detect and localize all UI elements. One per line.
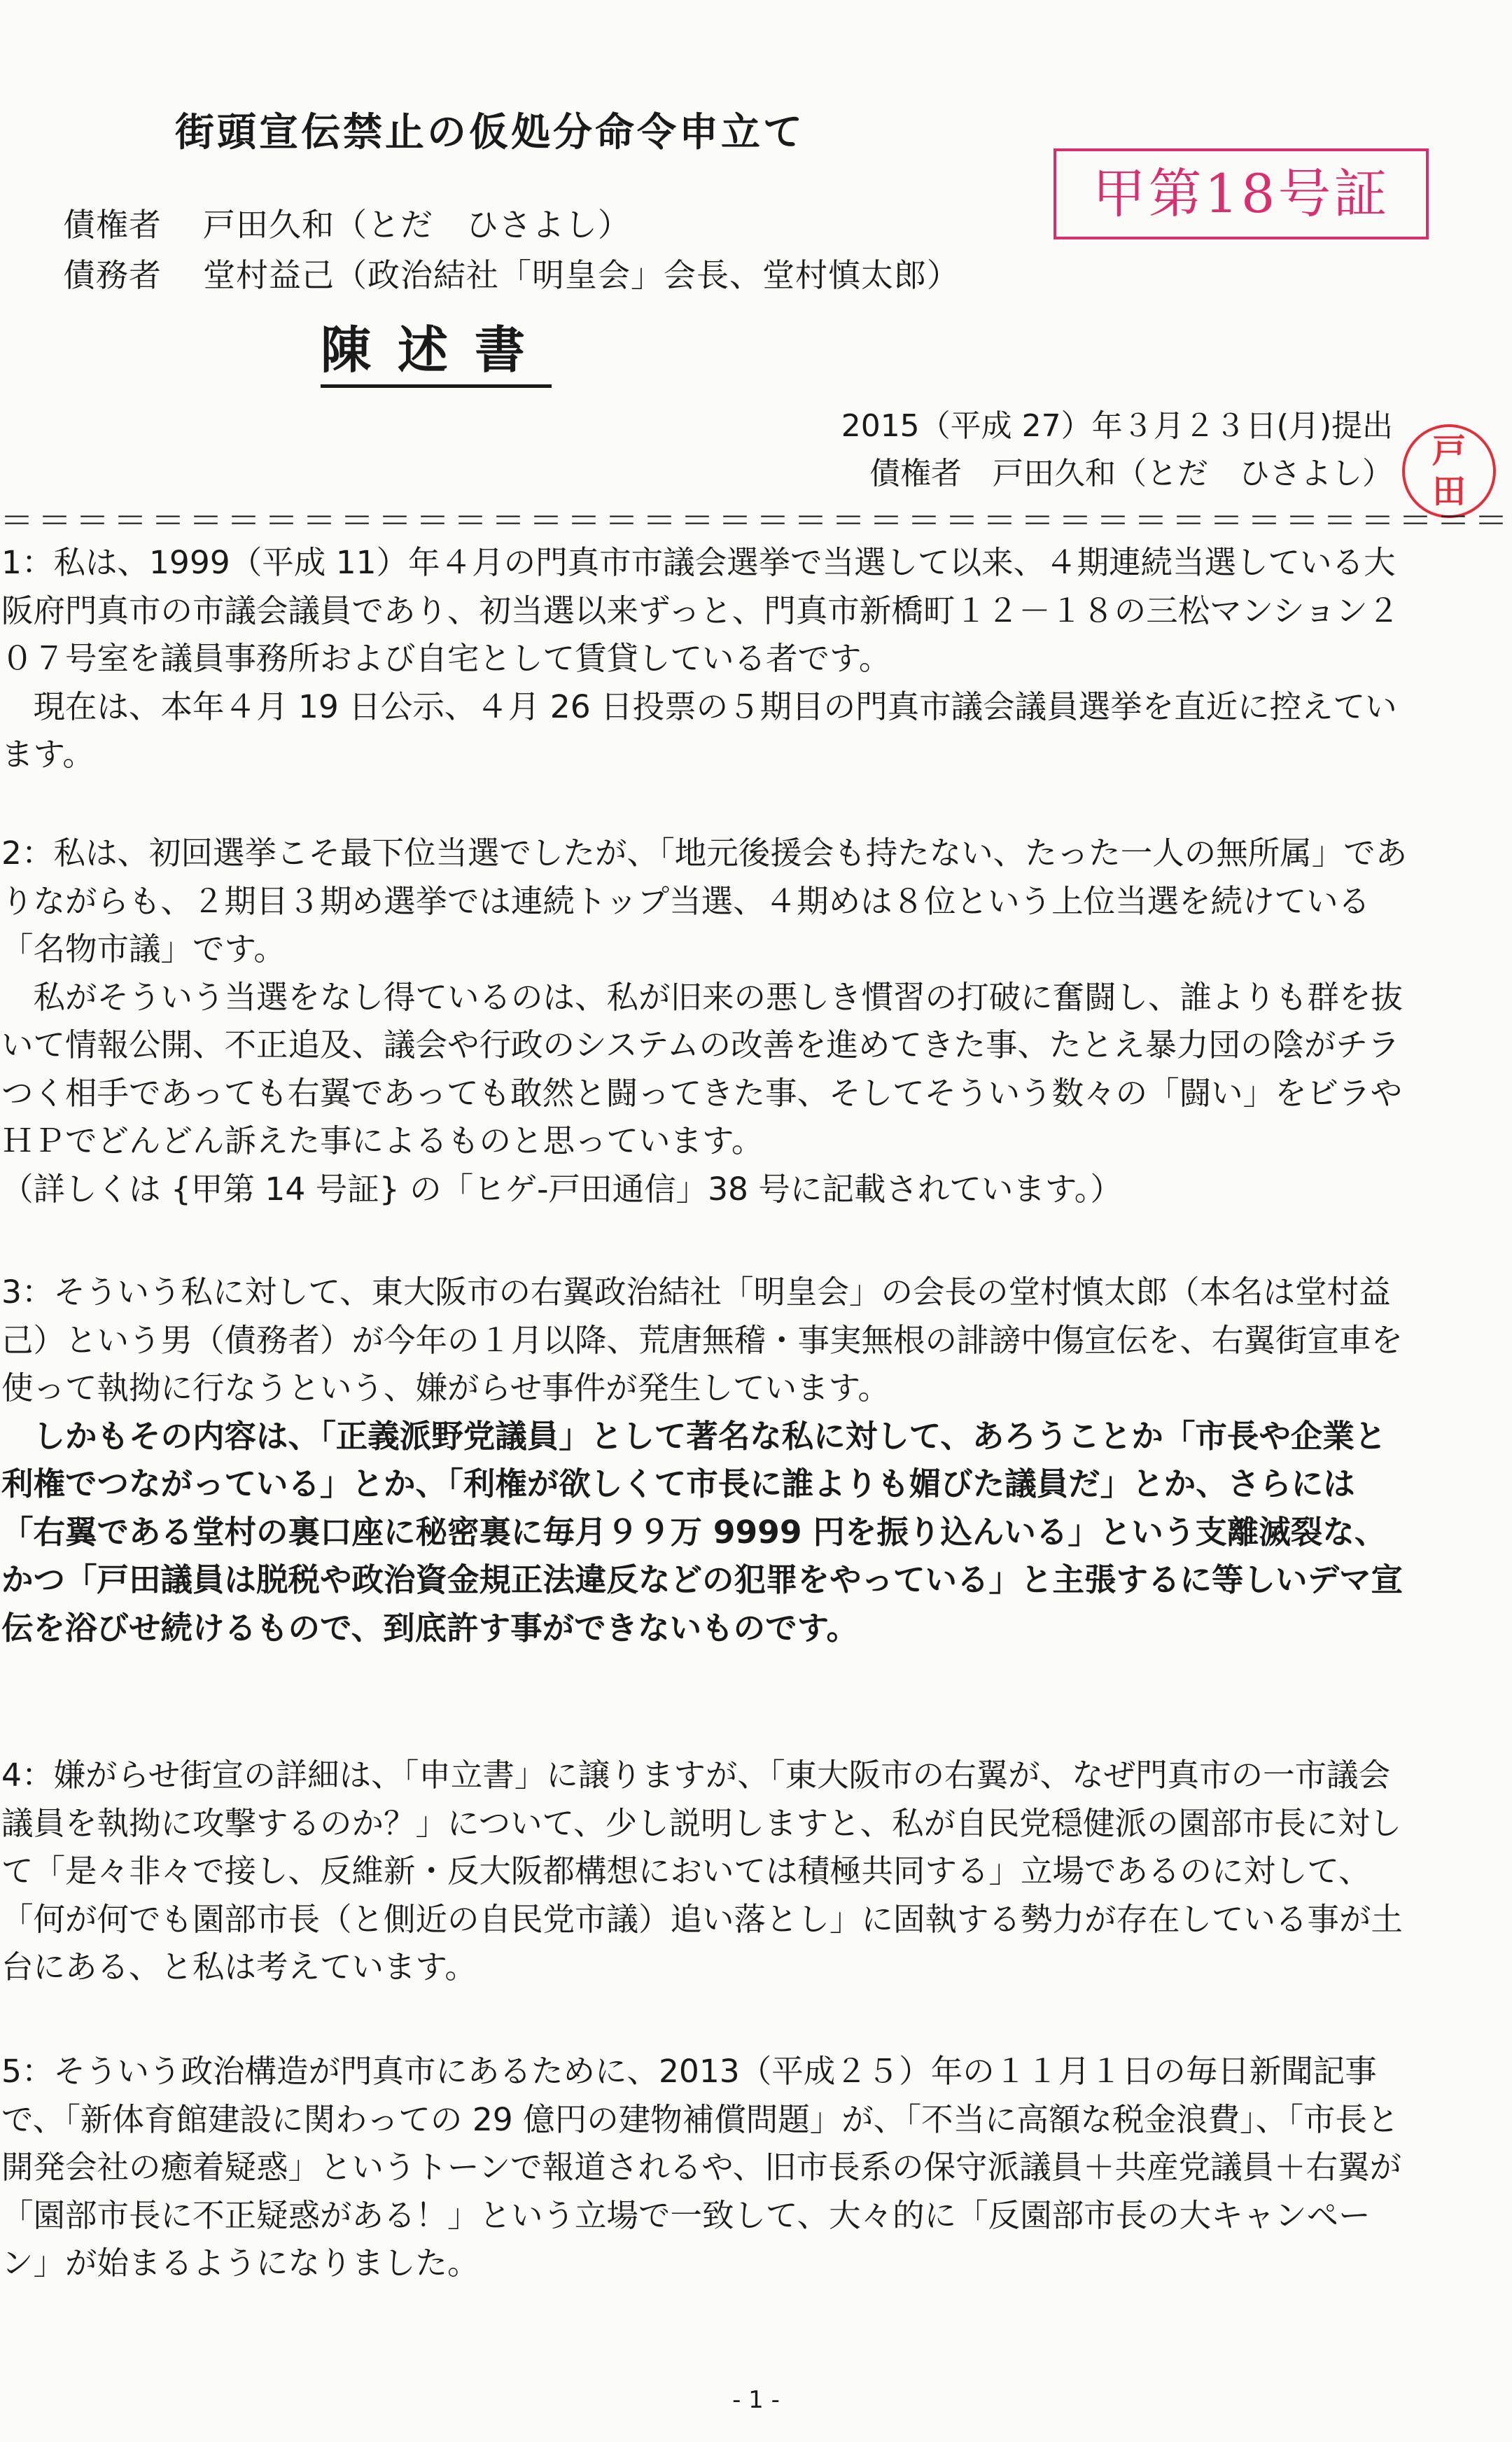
signatory-line [869, 448, 1393, 493]
debtor-line [63, 250, 960, 296]
document-title: 街頭宣伝禁止の仮処分命令申立て [175, 110, 805, 155]
section-1 [1, 539, 1408, 779]
section-4 [1, 1752, 1408, 1992]
section-1-para-2: 現在は、本年４月 19 日公示、４月 26 日投票の５期目の門真市議会議員選挙を直近に控えています。 [1, 688, 1397, 773]
debtor-name: 堂村益己（政治結社「明皇会」会長、堂村慎太郎） [203, 256, 960, 294]
section-2-para-2: 私がそういう当選をなし得ているのは、私が旧来の悪しき慣習の打破に奮闘し、誰よりも群を抜いて情報公開、不正追及、議会や行政のシステムの改善を進めてきた事、たとえ暴力団の陰がチラつく相手であっても右翼であっても敢然と闘ってきた事、そしてそういう数々の「闘い」をビラやＨＰでどんどん訴えた事によるものと思っています。 [1, 978, 1404, 1159]
page-number: - 1 - [732, 2386, 780, 2414]
creditor-name: 戸田久和（とだ ひさよし） [203, 206, 631, 244]
seal-char-1: 戸 [1432, 431, 1466, 470]
seal-char-2: 田 [1432, 472, 1466, 511]
creditor-line [63, 200, 631, 246]
section-3-para-2: しかもその内容は、「正義派野党議員」として著名な私に対して、あろうことか「市長や企業と利権でつながっている」とか、「利権が欲しくて市長に誰よりも媚びた議員だ」とか、さらには「右翼である堂村の裏口座に秘密裏に毎月９９万 9999 円を振り込んいる」という支離滅裂な、かつ「戸田議員は脱税や政治資金規正法違反などの犯罪をやっている」と主張するに等しいデマ宣伝を浴びせ続けるもので、到底許す事ができないものです。 [1, 1417, 1404, 1647]
submission-date: 2015（平成 27）年３月２３日(月)提出 [841, 408, 1393, 444]
section-2-para-1: 2：私は、初回選挙こそ最下位当選でしたが、「地元後援会も持たない、たった一人の無所属」でありながらも、２期目３期め選挙では連続トップ当選、４期めは８位という上位当選を続けている「名物市議」です。 [1, 835, 1408, 968]
section-1-para-1: 1：私は、1999（平成 11）年４月の門真市市議会選挙で当選して以来、４期連続当選している大阪府門真市の市議会議員であり、初当選以来ずっと、門真市新橋町１２－１８の三松マンション２０７号室を議員事務所および自宅として賃貸している者です。 [1, 544, 1400, 677]
signatory-name: 戸田久和（とだ ひさよし） [993, 456, 1393, 491]
creditor-label: 債権者 [63, 206, 162, 244]
section-3-para-1: 3：そういう私に対して、東大阪市の右翼政治結社「明皇会」の会長の堂村慎太郎（本名は堂村益己）という男（債務者）が今年の１月以降、荒唐無稽・事実無根の誹謗中傷宣伝を、右翼街宣車を使って執拗に行なうという、嫌がらせ事件が発生しています。 [1, 1274, 1404, 1407]
section-5 [1, 2048, 1408, 2288]
section-5-para-1: 5：そういう政治構造が門真市にあるために、2013（平成２５）年の１１月１日の毎日新聞記事で、「新体育館建設に関わっての 29 億円の建物補償問題」が、「不当に高額な税金浪費」、「市長と開発会社の癒着疑惑」というトーンで報道されるや、旧市長系の保守派議員＋共産党議員＋右翼が「園部市長に不正疑惑がある！」という立場で一致して、大々的に「反園部市長の大キャンペーン」が始まるようになりました。 [1, 2053, 1402, 2282]
section-2 [1, 830, 1408, 1213]
statement-heading: 陳述書 [321, 319, 552, 388]
exhibit-stamp: 甲第18号証 [1054, 148, 1429, 239]
section-2-para-3: （詳しくは {甲第 14 号証} の「ヒゲ-戸田通信」38 号に記載されています。） [1, 1170, 1123, 1208]
section-4-para-1: 4：嫌がらせ街宣の詳細は、「申立書」に譲りますが、「東大阪市の右翼が、なぜ門真市の一市議会議員を執拗に攻撃するのか？」について、少し説明しますと、私が自民党穏健派の園部市長に対して「是々非々で接し、反維新・反大阪都構想においては積極共同する」立場であるのに対して、「何が何でも園部市長（と側近の自民党市議）追い落とし」に固執する勢力が存在している事が土台にある、と私は考えています。 [1, 1757, 1404, 1986]
debtor-label: 債務者 [63, 256, 162, 294]
separator-line: ＝＝＝＝＝＝＝＝＝＝＝＝＝＝＝＝＝＝＝＝＝＝＝＝＝＝＝＝＝＝＝＝＝＝＝＝＝＝＝＝ [0, 501, 1512, 540]
section-3 [1, 1269, 1408, 1652]
signatory-label: 債権者 [869, 456, 962, 491]
